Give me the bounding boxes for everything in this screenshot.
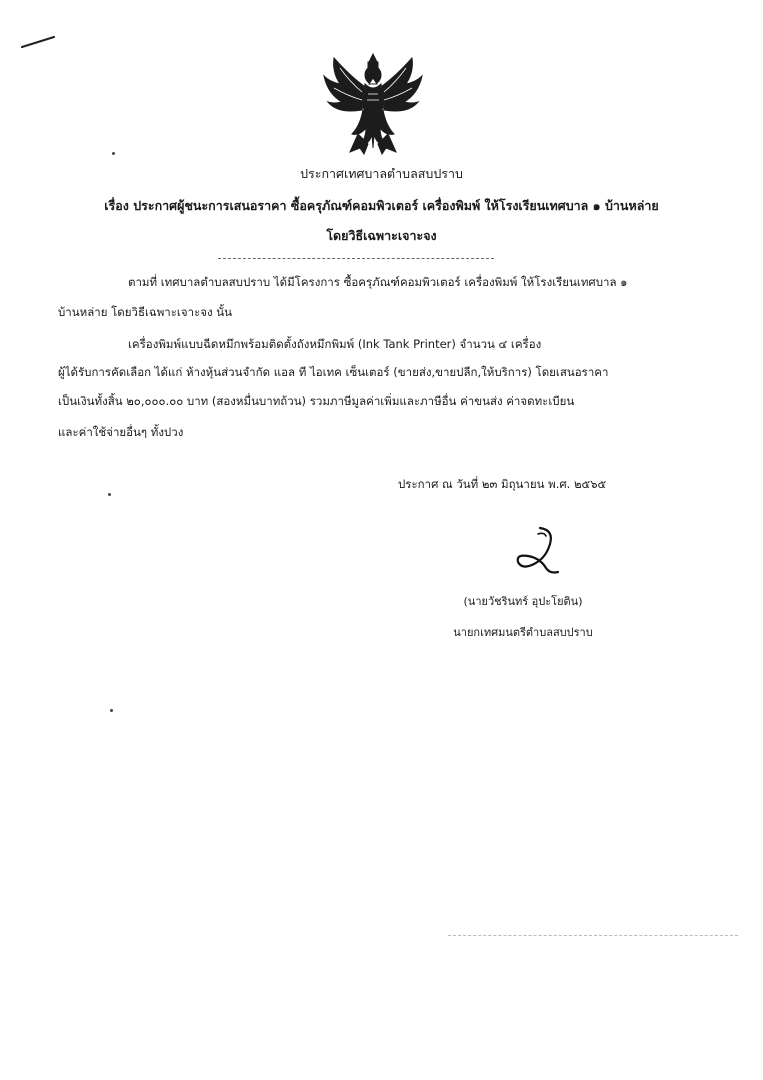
announcement-date: ประกาศ ณ วันที่ ๒๓ มิถุนายน พ.ศ. ๒๕๖๕ bbox=[398, 477, 607, 491]
title-divider bbox=[218, 258, 494, 259]
body-line: บ้านหล่าย โดยวิธีเฉพาะเจาะจง นั้น bbox=[58, 305, 232, 319]
scan-speck bbox=[112, 152, 115, 155]
garuda-emblem bbox=[320, 48, 426, 160]
signer-position: นายกเทศมนตรีตำบลสบปราบ bbox=[453, 626, 593, 639]
scan-speck bbox=[108, 493, 111, 496]
scan-speck bbox=[110, 709, 113, 712]
body-line: เป็นเงินทั้งสิ้น ๒๐,๐๐๐.๐๐ บาท (สองหมื่นบาทถ้วน) รวมภาษีมูลค่าเพิ่มและภาษีอื่น ค่าขนส่ง ค่าจดทะเบียน bbox=[58, 394, 575, 408]
body-line: ผู้ได้รับการคัดเลือก ได้แก่ ห้างหุ้นส่วนจำกัด แอล ที ไอเทค เซ็นเตอร์ (ขายส่ง,ขายปลีก,ให้บริการ) โดยเสนอราคา bbox=[58, 365, 609, 379]
scan-artifact-line bbox=[448, 935, 738, 936]
body-line: ตามที่ เทศบาลตำบลสบปราบ ได้มีโครงการ ซื้อครุภัณฑ์คอมพิวเตอร์ เครื่องพิมพ์ ให้โรงเรียนเทศบาล ๑ bbox=[128, 275, 628, 289]
pen-stroke-mark bbox=[20, 34, 56, 50]
signer-name: (นายวัชรินทร์ อุปะโยติน) bbox=[463, 595, 583, 608]
announcement-subject-method: โดยวิธีเฉพาะเจาะจง bbox=[326, 228, 437, 243]
announcement-title: ประกาศเทศบาลตำบลสบปราบ bbox=[300, 166, 463, 181]
handwritten-signature bbox=[510, 524, 566, 582]
body-line: และค่าใช้จ่ายอื่นๆ ทั้งปวง bbox=[58, 425, 184, 439]
announcement-subject: เรื่อง ประกาศผู้ชนะการเสนอราคา ซื้อครุภัณฑ์คอมพิวเตอร์ เครื่องพิมพ์ ให้โรงเรียนเทศบาล ๑ บ้านหล่าย bbox=[104, 198, 659, 213]
body-line: เครื่องพิมพ์แบบฉีดหมึกพร้อมติดตั้งถังหมึกพิมพ์ (Ink Tank Printer) จำนวน ๔ เครื่อง bbox=[128, 337, 542, 351]
